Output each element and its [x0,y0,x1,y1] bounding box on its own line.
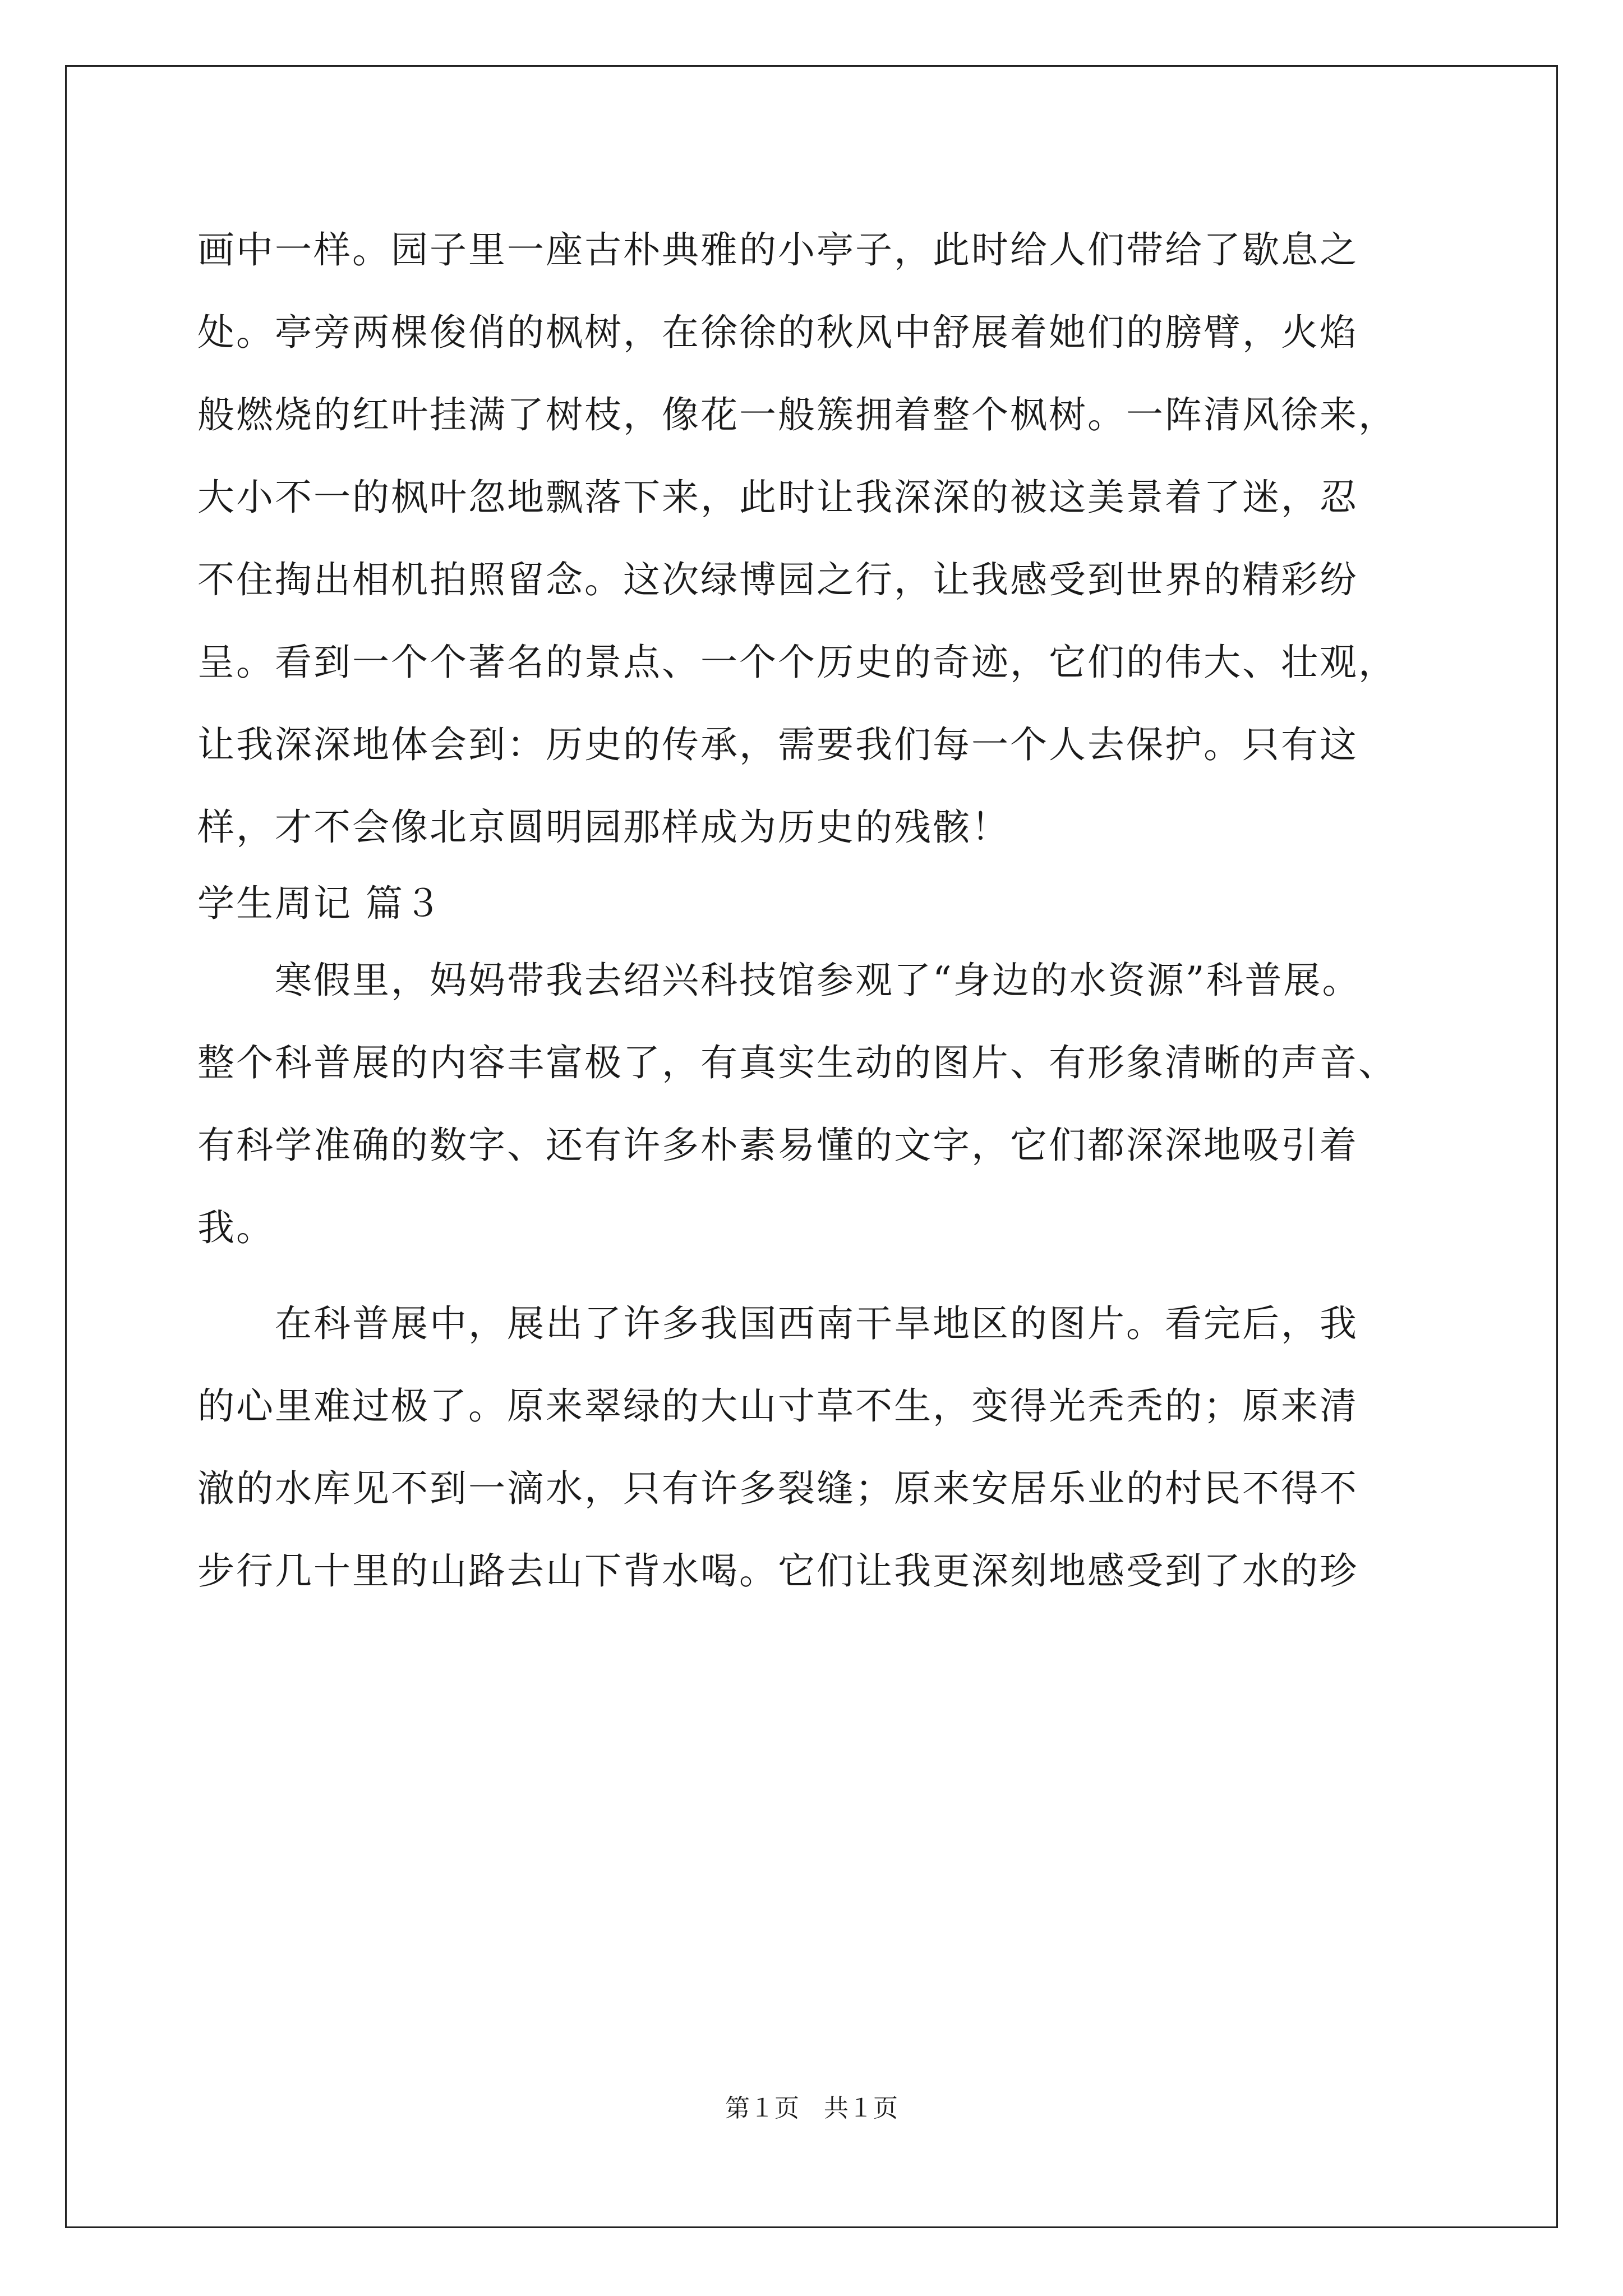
text-line: 在科普展中，展出了许多我国西南干旱地区的图片。看完后，我 [197,1302,1358,1345]
paragraph-1 [197,209,1454,868]
text-line: 步行几十里的山路去山下背水喝。它们让我更深刻地感受到了水的珍 [197,1549,1358,1593]
section-heading: 学生周记 篇３ [197,882,443,925]
text-line: 样，才不会像北京圆明园那样成为历史的残骸！ [197,806,1010,849]
text-line: 寒假里，妈妈带我去绍兴科技馆参观了“身边的水资源”科普展。 [197,959,1361,1002]
text-line: 澈的水库见不到一滴水，只有许多裂缝；原来安居乐业的村民不得不 [197,1467,1358,1510]
text-line: 的心里难过极了。原来翠绿的大山寸草不生，变得光秃秃的；原来清 [197,1384,1358,1428]
text-line: 画中一样。园子里一座古朴典雅的小亭子，此时给人们带给了歇息之 [197,228,1358,272]
text-line: 有科学准确的数字、还有许多朴素易懂的文字，它们都深深地吸引着 [197,1124,1358,1167]
text-line: 大小不一的枫叶忽地飘落下来，此时让我深深的被这美景着了迷，忍 [197,476,1358,519]
paragraph-2 [197,939,1454,1269]
text-line: 处。亭旁两棵俊俏的枫树，在徐徐的秋风中舒展着她们的膀臂，火焰 [197,311,1358,354]
page-footer: 第１页 共１页 [725,2094,898,2123]
paragraph-spacer [197,1269,1454,1282]
text-line: 般燃烧的红叶挂满了树枝，像花一般簇拥着整个枫树。一阵清风徐来， [197,393,1397,436]
document-body [197,209,1454,1612]
text-line: 整个科普展的内容丰富极了，有真实生动的图片、有形象清晰的声音、 [197,1041,1397,1084]
text-line: 不住掏出相机拍照留念。这次绿博园之行，让我感受到世界的精彩纷 [197,558,1358,601]
text-line: 我。 [197,1206,275,1249]
text-line: 呈。看到一个个著名的景点、一个个历史的奇迹，它们的伟大、壮观， [197,641,1397,684]
paragraph-3 [197,1282,1454,1612]
text-line: 让我深深地体会到：历史的传承，需要我们每一个人去保护。只有这 [197,723,1358,766]
